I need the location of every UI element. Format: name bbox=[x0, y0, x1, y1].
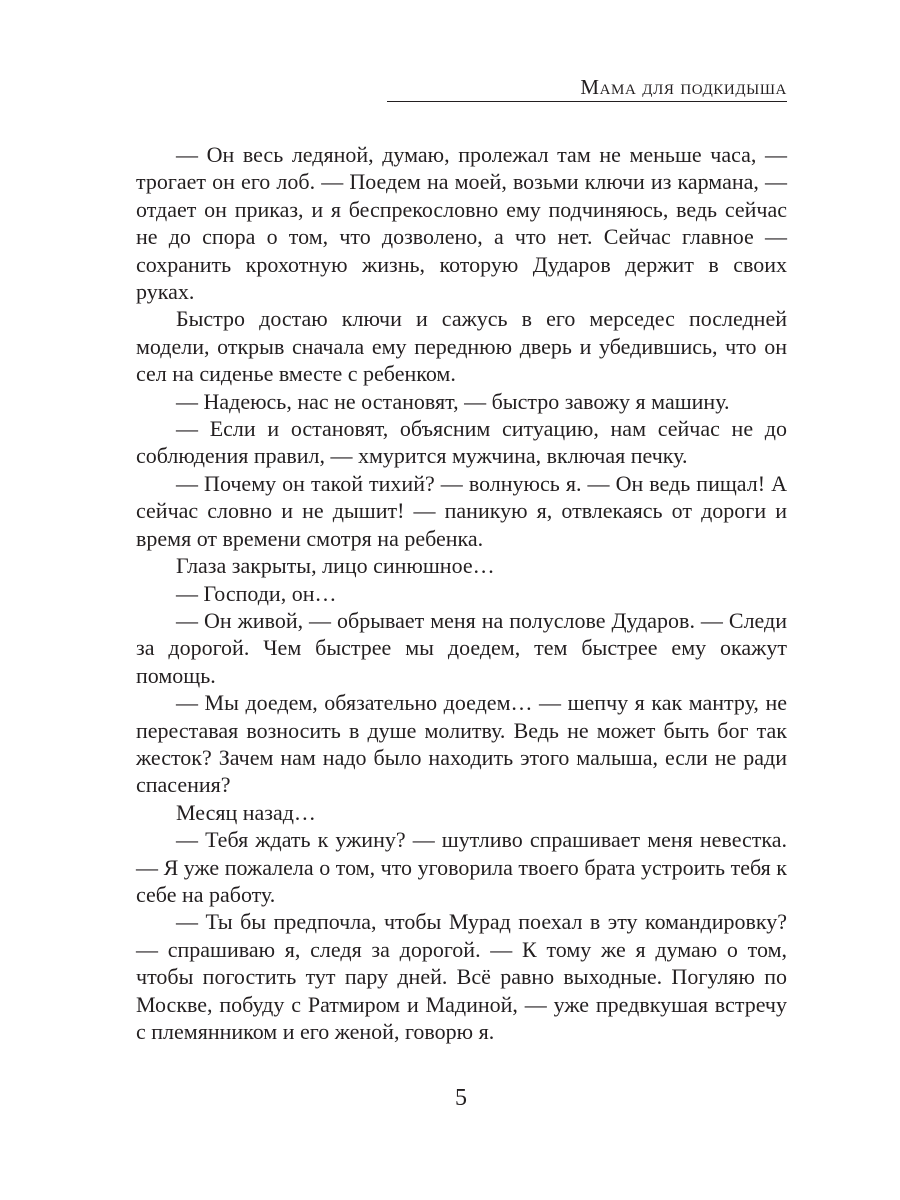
page-number: 5 bbox=[455, 1085, 467, 1111]
paragraph: — Надеюсь, нас не остановят, — быстро завожу я машину. bbox=[176, 388, 730, 414]
paragraph: — Он живой, — обрывает меня на полуслове Дударов. — Следи за дорогой. Чем быстрее мы доедем, тем быстрее ему окажут помощь. bbox=[136, 607, 787, 688]
paragraph: Месяц назад… bbox=[176, 799, 316, 825]
paragraph: — Если и остановят, объясним ситуацию, нам сейчас не до соблюдения правил, — хмурится мужчина, включая печку. bbox=[136, 416, 787, 469]
paragraph: — Он весь ледяной, думаю, пролежал там не меньше часа, — трогает он его лоб. — Поедем на моей, возьми ключи из кармана, — отдает он приказ, и я беспрекословно ему подчиняюсь, ведь сейчас не до спора о том, что дозволено, а что нет. Сейчас главное — сохранить крохотную жизнь, которую Дударов держит в своих руках. bbox=[136, 142, 787, 305]
paragraph: — Мы доедем, обязательно доедем… — шепчу я как мантру, не переставая возносить в душе молитву. Ведь не может быть бог так жесток? Зачем нам надо было находить этого малыша, если не ради спасения? bbox=[136, 690, 787, 798]
header-rule bbox=[387, 101, 787, 102]
running-title: Мама для подкидыша bbox=[580, 75, 787, 99]
paragraph: Глаза закрыты, лицо синюшное… bbox=[176, 553, 495, 579]
paragraph: Быстро достаю ключи и сажусь в его мерседес последней модели, открыв сначала ему переднюю дверь и убедившись, что он сел на сиденье вместе с ребенком. bbox=[136, 306, 787, 387]
paragraph: — Ты бы предпочла, чтобы Мурад поехал в эту командировку? — спрашиваю я, следя за дорогой. — К тому же я думаю о том, чтобы погостить тут пару дней. Всё равно выходные. Погуляю по Москве, побуду с Ратмиром и Мадиной, — уже предвкушая встречу с племянником и его женой, говорю я. bbox=[136, 909, 787, 1044]
paragraph: — Господи, он… bbox=[176, 580, 337, 606]
paragraph: — Почему он такой тихий? — волнуюсь я. — Он ведь пищал! А сейчас словно и не дышит! — паникую я, отвлекаясь от дороги и время от времени смотря на ребенка. bbox=[136, 470, 787, 551]
paragraph: — Тебя ждать к ужину? — шутливо спрашивает меня невестка. — Я уже пожалела о том, что уговорила твоего брата устроить тебя к себе на работу. bbox=[136, 827, 787, 907]
body-text bbox=[136, 141, 787, 1045]
